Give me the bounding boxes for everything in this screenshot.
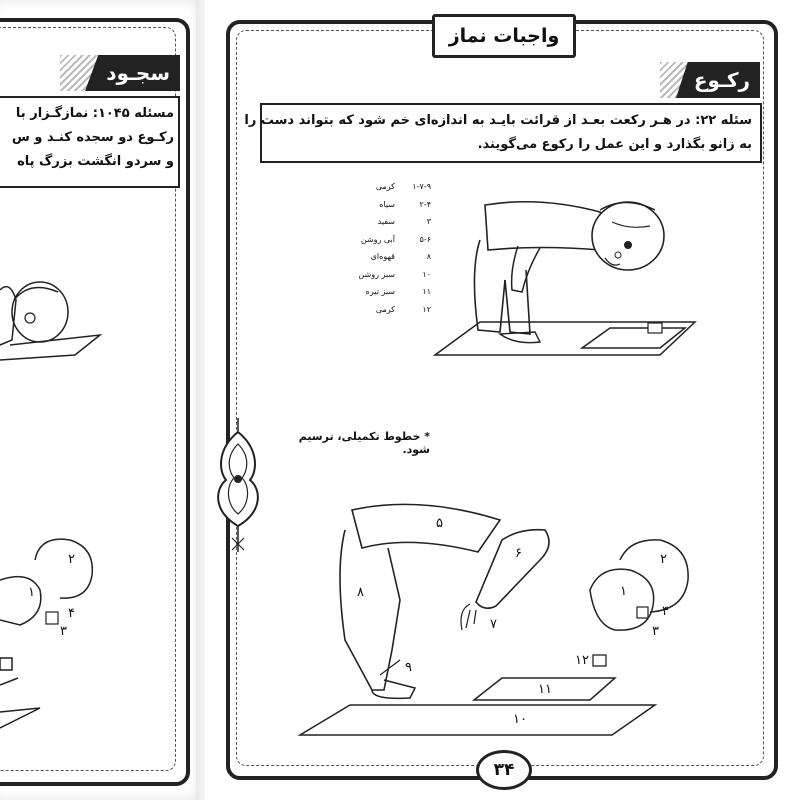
- legend-row: ۱۰ سبز روشن: [358, 269, 431, 279]
- label-7: ۷: [490, 617, 497, 632]
- label-4: ۴: [662, 604, 669, 619]
- legend-row: ۲-۴ سیاه: [379, 199, 431, 209]
- paragraph-line1: سئله ۲۲: در هـر رکعت بعـد از قرائت بایـد به اندازه‌ای خم شود که بتواند دست را: [244, 113, 752, 128]
- label-2: ۲: [660, 552, 667, 567]
- legend-row: ۸ قهوه‌ای: [370, 252, 431, 262]
- page-number: ۳۴: [476, 750, 532, 790]
- legend-row: ۵-۶ آبی روشن: [360, 234, 431, 244]
- label-3: ۳: [652, 624, 659, 639]
- side-ornament: [218, 418, 258, 552]
- legend-row: ۱-۷-۹ کرمی: [375, 182, 431, 192]
- section-title: رکـوع: [693, 68, 750, 92]
- label-9: ۹: [405, 660, 412, 675]
- ruku-boy-drawing: [435, 202, 695, 355]
- left-section-title: سجـود: [106, 61, 170, 85]
- legend-row: ۳ سفید: [377, 217, 431, 227]
- left-paragraph-line1: مسئله ۱۰۴۵: نمازگـزار با: [15, 106, 174, 121]
- paragraph-line2: به زانو بگذارد و این عمل را رکوع می‌گویند.: [477, 137, 752, 152]
- left-label-2: ۲: [68, 552, 75, 567]
- label-12: ۱۲: [575, 653, 589, 668]
- page-title: واجبات نماز: [432, 14, 576, 58]
- left-label-4: ۴: [68, 606, 75, 621]
- left-label-3: ۳: [60, 624, 67, 639]
- label-10: ۱۰: [513, 712, 527, 727]
- legend-row: ۱۱ سبز تیره: [365, 287, 431, 297]
- label-5: ۵: [436, 516, 443, 531]
- note-text: * خطوط تکمیلی، ترسیم شود.: [298, 430, 430, 456]
- legend-row: ۱۲ کرمی: [375, 304, 431, 314]
- label-6: ۶: [515, 546, 522, 561]
- left-paragraph-line2: رکـوع دو سجده کنـد و س: [11, 130, 174, 145]
- left-label-1: ۱: [28, 585, 35, 600]
- left-paragraph-line3: و سردو انگشت بزرگ پاه: [17, 154, 174, 169]
- label-8: ۸: [357, 585, 364, 600]
- label-11: ۱۱: [538, 682, 552, 697]
- label-1: ۱: [620, 584, 627, 599]
